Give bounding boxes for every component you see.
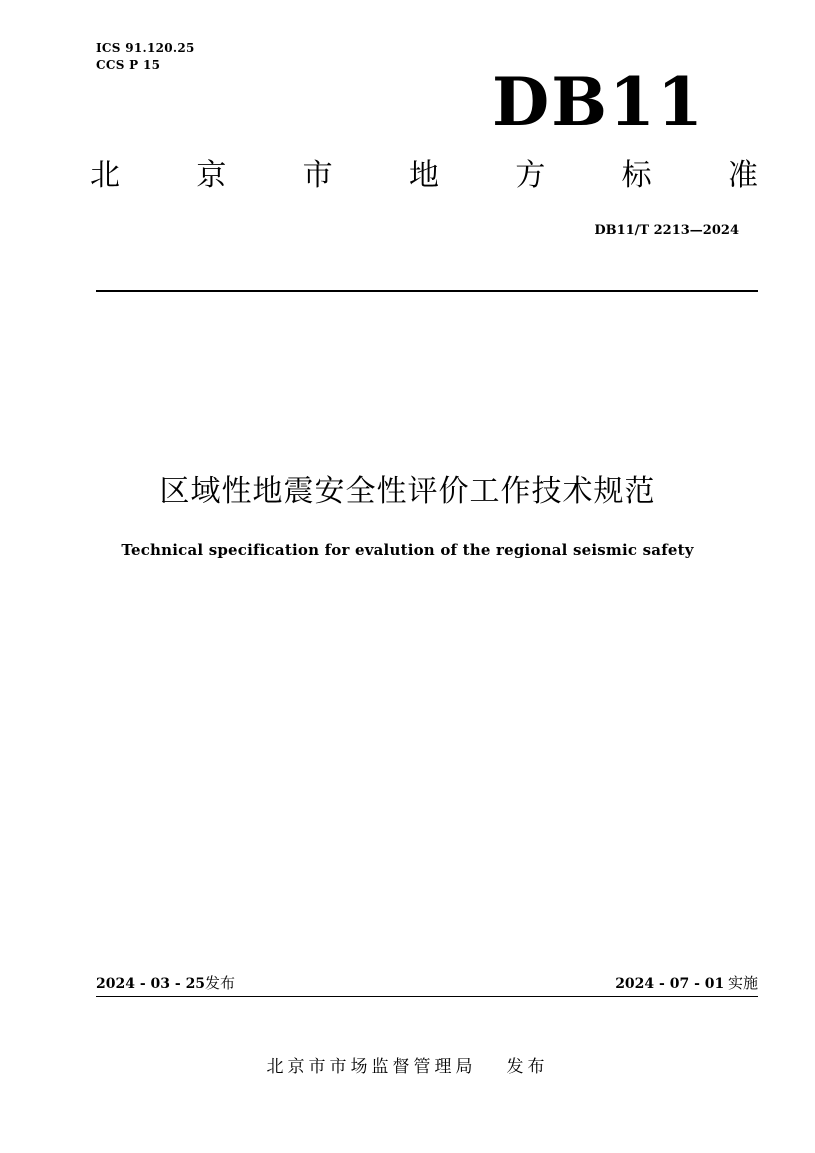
standard-type-char: 地 xyxy=(408,158,439,193)
db11-logo: DB11 xyxy=(492,63,705,141)
ccs-code: CCS P 15 xyxy=(96,58,161,72)
standard-type-char: 准 xyxy=(727,158,758,193)
standard-number: DB11/T 2213—2024 xyxy=(594,223,739,238)
issued-date-block xyxy=(96,972,235,995)
publisher-line xyxy=(0,1054,815,1080)
date-row xyxy=(96,972,758,995)
classification-codes xyxy=(96,40,195,74)
top-divider xyxy=(96,290,758,292)
ics-code: ICS 91.120.25 xyxy=(96,41,195,55)
bottom-divider xyxy=(96,996,758,997)
effective-date-block xyxy=(615,972,758,995)
document-title-english: Technical specification for evalution of the regional seismic safety xyxy=(121,541,694,559)
standard-type-char: 方 xyxy=(515,158,546,193)
issued-date: 2024 - 03 - 25 xyxy=(96,976,206,992)
publisher-name: 北京市市场监督管理局 xyxy=(266,1057,477,1077)
standard-type-char: 京 xyxy=(196,158,227,193)
standard-type-char: 市 xyxy=(302,158,333,193)
publisher-action: 发布 xyxy=(506,1057,549,1077)
document-title-chinese: 区域性地震安全性评价工作技术规范 xyxy=(159,474,656,509)
issued-label: 发布 xyxy=(205,974,236,992)
effective-label: 实施 xyxy=(727,974,758,992)
standard-type-heading xyxy=(90,156,758,196)
standard-type-char: 北 xyxy=(90,158,120,193)
effective-date: 2024 - 07 - 01 xyxy=(615,976,725,992)
standard-type-char: 标 xyxy=(621,158,652,193)
